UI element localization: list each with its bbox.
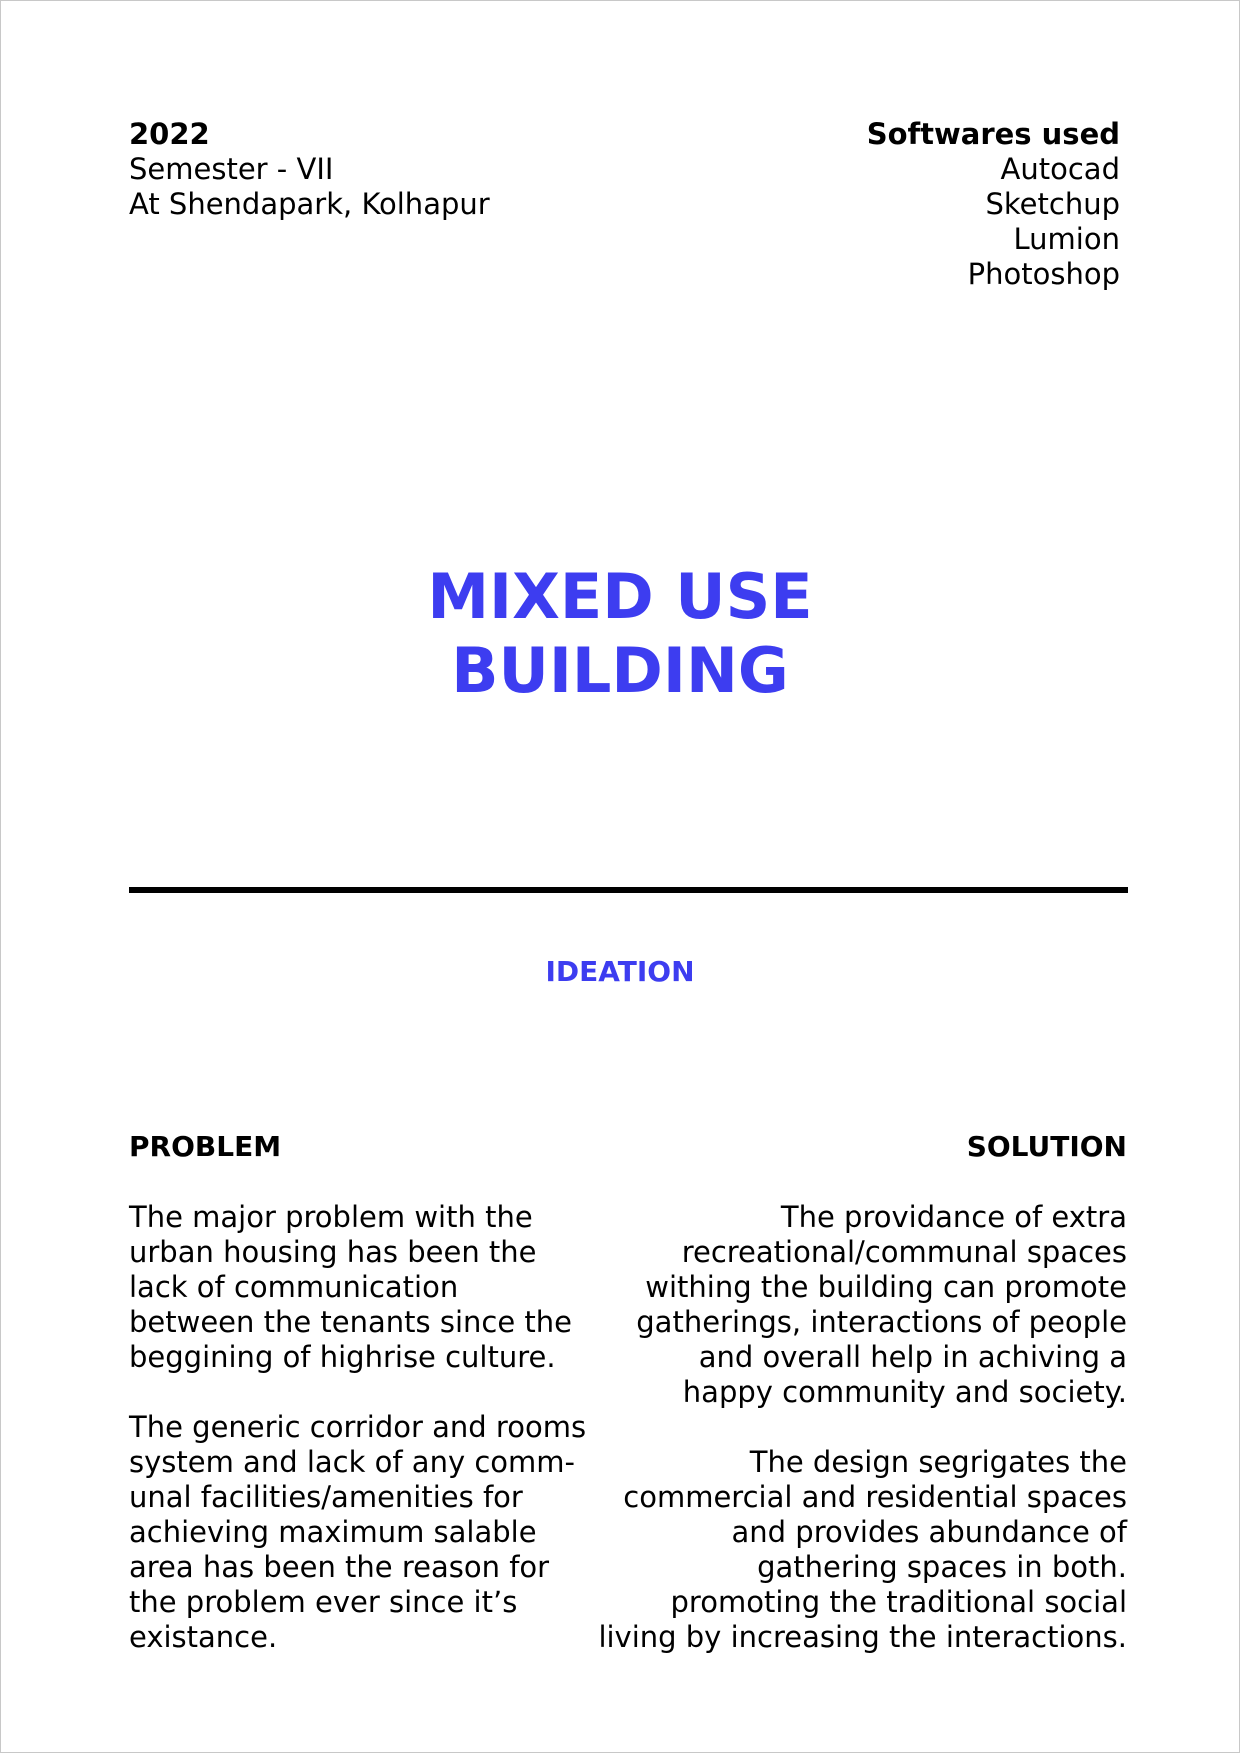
solution-line: and provides abundance of <box>731 1515 1127 1549</box>
solution-line: withing the building can promote <box>645 1270 1127 1304</box>
solution-line: promoting the traditional social <box>670 1585 1127 1619</box>
problem-text <box>129 1200 586 1655</box>
title-line-2: BUILDING <box>451 634 789 707</box>
software-list <box>867 117 1120 292</box>
problem-line: between the tenants since the <box>129 1305 573 1339</box>
solution-line: and overall help in achiving a <box>698 1340 1127 1374</box>
software-item: Autocad <box>1000 152 1120 186</box>
project-semester: Semester - VII <box>129 152 334 186</box>
problem-line: lack of communication <box>129 1270 459 1304</box>
solution-heading: SOLUTION <box>966 1130 1127 1163</box>
problem-line: system and lack of any comm- <box>129 1445 575 1479</box>
problem-line: the problem ever since it’s <box>129 1585 518 1619</box>
section-label: IDEATION <box>545 955 695 988</box>
title-line-1: MIXED USE <box>427 560 813 633</box>
problem-line: beggining of highrise culture. <box>129 1340 556 1374</box>
software-heading: Softwares used <box>866 117 1120 151</box>
problem-line: The major problem with the <box>129 1200 533 1234</box>
solution-line: gathering spaces in both. <box>757 1550 1127 1584</box>
problem-line: urban housing has been the <box>129 1235 537 1269</box>
problem-line: unal facilities/amenities for <box>129 1480 523 1514</box>
software-item: Sketchup <box>985 187 1120 221</box>
project-year: 2022 <box>129 117 210 151</box>
problem-line: The generic corridor and rooms <box>129 1410 587 1444</box>
software-item: Photoshop <box>967 257 1120 291</box>
divider <box>129 887 1128 893</box>
problem-line: existance. <box>129 1620 278 1654</box>
solution-line: gatherings, interactions of people <box>636 1305 1127 1339</box>
problem-line: area has been the reason for <box>129 1550 550 1584</box>
solution-line: living by increasing the interactions. <box>598 1620 1127 1654</box>
solution-line: The providance of extra <box>780 1200 1127 1234</box>
page-title <box>0 560 1240 708</box>
problem-line: achieving maximum salable <box>129 1515 537 1549</box>
solution-line: recreational/communal spaces <box>681 1235 1127 1269</box>
project-location: At Shendapark, Kolhapur <box>129 187 490 221</box>
solution-line: The design segrigates the <box>749 1445 1127 1479</box>
solution-line: happy community and society. <box>682 1375 1127 1409</box>
project-meta <box>129 117 490 222</box>
software-item: Lumion <box>1013 222 1120 256</box>
problem-heading: PROBLEM <box>129 1130 282 1163</box>
solution-text <box>598 1200 1127 1655</box>
solution-line: commercial and residential spaces <box>623 1480 1127 1514</box>
